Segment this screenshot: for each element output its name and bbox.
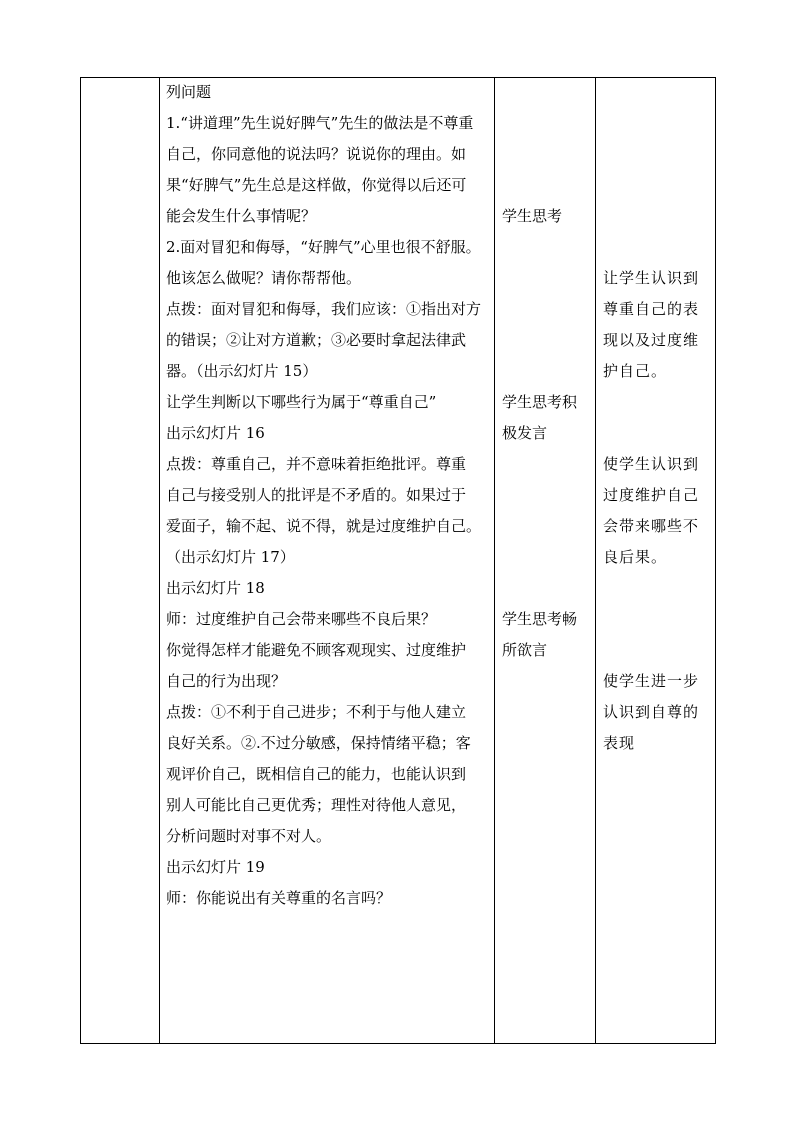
intent-line: 良后果。 xyxy=(603,548,668,566)
intent-line: 现以及过度维 xyxy=(603,331,700,349)
teacher-line: 器。（出示幻灯片 15） xyxy=(166,362,318,380)
intent-line: 表现 xyxy=(603,734,636,752)
teacher-line: 的错误；②让对方道歉；③必要时拿起法律武 xyxy=(166,331,467,349)
teacher-line: 观评价自己，既相信自己的能力，也能认识到 xyxy=(166,765,467,783)
intent-line: 使学生进一步 xyxy=(603,672,700,690)
teacher-line: 你觉得怎样才能避免不顾客观现实、过度维护 xyxy=(166,641,467,659)
intent-line: 让学生认识到 xyxy=(603,269,700,287)
intent-line: 会带来哪些不 xyxy=(603,517,700,535)
teacher-line: 自己的行为出现？ xyxy=(166,672,287,690)
student-line: 学生思考畅 xyxy=(502,610,578,628)
intent-line: 护自己。 xyxy=(603,362,668,380)
teacher-line: 出示幻灯片 18 xyxy=(166,579,265,597)
teacher-line: 别人可能比自己更优秀；理性对待他人意见， xyxy=(166,796,467,814)
intent-line: 过度维护自己 xyxy=(603,486,700,504)
lesson-plan-table xyxy=(80,77,716,1044)
table-row xyxy=(81,78,716,1044)
teacher-line: 点拨：面对冒犯和侮辱，我们应该：①指出对方 xyxy=(166,300,482,318)
teacher-line: 点拨：尊重自己，并不意味着拒绝批评。尊重 xyxy=(166,455,467,473)
teacher-line: 出示幻灯片 19 xyxy=(166,858,265,876)
student-activity-cell xyxy=(495,78,596,1044)
student-line: 学生思考 xyxy=(502,207,563,225)
intent-line: 尊重自己的表 xyxy=(603,300,700,318)
student-line: 学生思考积 xyxy=(502,393,578,411)
teacher-line: 让学生判断以下哪些行为属于“尊重自己” xyxy=(166,393,437,411)
teacher-line: 出示幻灯片 16 xyxy=(166,424,265,442)
student-line: 极发言 xyxy=(502,424,548,442)
teacher-line: 点拨：①不利于自己进步；不利于与他人建立 xyxy=(166,703,467,721)
teacher-line: 列问题 xyxy=(166,83,212,101)
design-intent-cell xyxy=(596,78,716,1044)
student-line: 所欲言 xyxy=(502,641,548,659)
intent-line: 认识到自尊的 xyxy=(603,703,700,721)
intent-line: 使学生认识到 xyxy=(603,455,700,473)
teacher-line: 自己，你同意他的说法吗？说说你的理由。如 xyxy=(166,145,467,163)
teacher-line: 果“好脾气”先生总是这样做，你觉得以后还可 xyxy=(166,176,467,194)
teacher-activity-cell xyxy=(160,78,495,1044)
teacher-line: 师：过度维护自己会带来哪些不良后果？ xyxy=(166,610,437,628)
teacher-line: 1.“讲道理”先生说好脾气”先生的做法是不尊重 xyxy=(166,114,474,132)
teacher-line: 2.面对冒犯和侮辱，“好脾气”心里也很不舒服。 xyxy=(166,238,481,256)
teacher-line: （出示幻灯片 17） xyxy=(166,548,295,566)
teacher-line: 他该怎么做呢？请你帮帮他。 xyxy=(166,269,362,287)
teacher-line: 能会发生什么事情呢？ xyxy=(166,207,317,225)
stage-cell xyxy=(81,78,160,1044)
teacher-line: 良好关系。②.不过分敏感，保持情绪平稳；客 xyxy=(166,734,471,752)
teacher-line: 师：你能说出有关尊重的名言吗？ xyxy=(166,889,392,907)
teacher-line: 爱面子，输不起、说不得，就是过度维护自己。 xyxy=(166,517,482,535)
teacher-line: 自己与接受别人的批评是不矛盾的。如果过于 xyxy=(166,486,467,504)
teacher-line: 分析问题时对事不对人。 xyxy=(166,827,332,845)
